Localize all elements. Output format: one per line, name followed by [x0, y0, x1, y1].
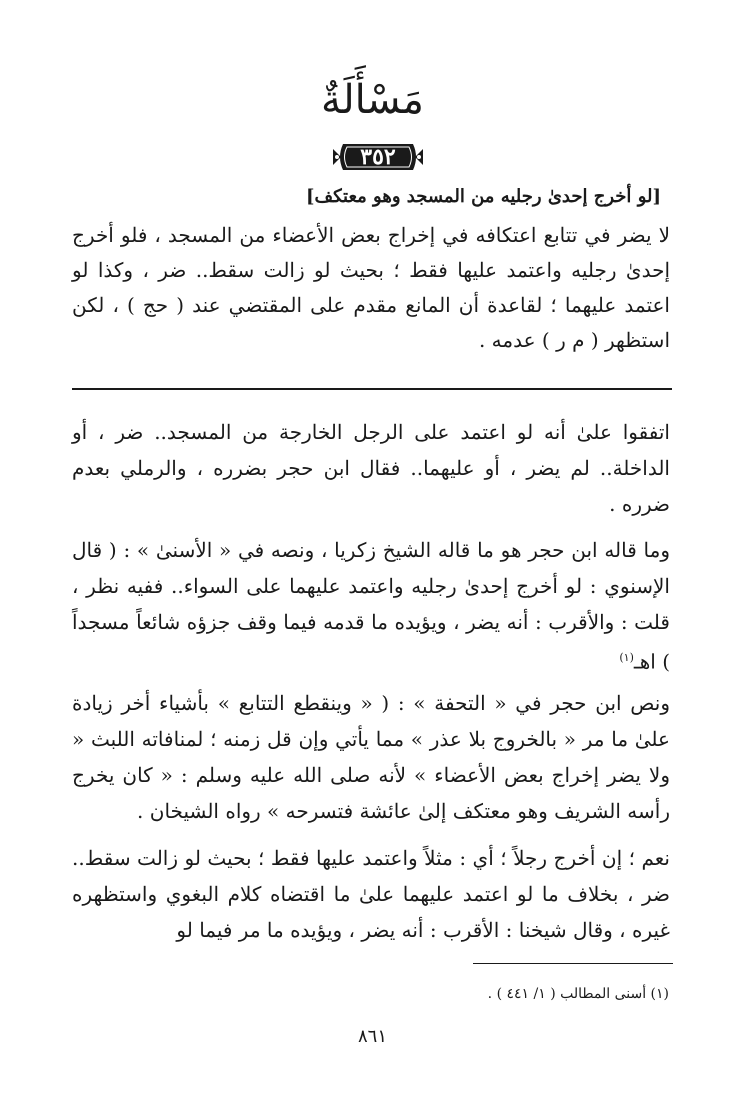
section-divider	[72, 388, 672, 390]
commentary-paragraph-2	[72, 532, 670, 680]
footnote-rule	[473, 963, 673, 964]
issue-number-badge	[331, 140, 425, 174]
issue-text: لا يضر في تتابع اعتكافه في إخراج بعض الأعضاء من المسجد ، فلو أخرج إحدىٰ رجليه واعتمد عليها فقط ؛ بحيث لو زالت سقط.. ضر ، وكذا لو اعتمد عليهما ؛ لقاعدة أن المانع مقدم على المقتضي عند ( حج ) ، لكن استظهر ( م ر ) عدمه .	[72, 223, 670, 352]
issue-title: [لو أخرج إحدىٰ رجليه من المسجد وهو معتكف]	[305, 186, 661, 207]
commentary-paragraph-1: اتفقوا علىٰ أنه لو اعتمد على الرجل الخارجة من المسجد.. ضر ، أو الداخلة.. لم يضر ، أو عليهما.. فقال ابن حجر بضرره ، والرملي بعدم ضرره .	[72, 420, 670, 516]
commentary-paragraph-2-text: وما قاله ابن حجر هو ما قاله الشيخ زكريا ، ونصه في « الأسنىٰ » : ( قال الإسنوي : لو أخرج إحدىٰ رجليه واعتمد عليهما على السواء.. ففيه نظر ، قلت : والأقرب : أنه يضر ، ويؤيده ما قدمه فيما وقف جزؤه شائعاً مسجداً ) اهـ	[72, 538, 670, 674]
commentary-paragraph-4: نعم ؛ إن أخرج رجلاً ؛ أي : مثلاً واعتمد عليها فقط ؛ بحيث لو زالت سقط.. ضر ، بخلاف ما لو اعتمد عليهما علىٰ ما اقتضاه كلام البغوي واستظهره غيره ، وقال شيخنا : الأقرب : أنه يضر ، ويؤيده ما مر فيما لو	[72, 846, 670, 942]
issue-number: ٣٥٢	[360, 144, 396, 170]
mas-ala-heading: مَسْأَلَةٌ	[321, 77, 424, 123]
commentary-paragraph-3: ونص ابن حجر في « التحفة » : ( « وينقطع التتابع » بأشياء أخر زيادة علىٰ ما مر « بالخروج بلا عذر » مما يأتي وإن قل زمنه ؛ لمنافاته اللبث « ولا يضر إخراج بعض الأعضاء » لأنه صلى الله عليه وسلم : « كان يخرج رأسه الشريف وهو معتكف إلىٰ عائشة فتسرحه » رواه الشيخان .	[72, 691, 670, 823]
footnote-reference: (١)	[619, 651, 634, 664]
page-number: ٨٦١	[357, 1026, 387, 1047]
footnote: (١) أسنى المطالب ( ١/ ٤٤١ ) .	[487, 986, 669, 1002]
